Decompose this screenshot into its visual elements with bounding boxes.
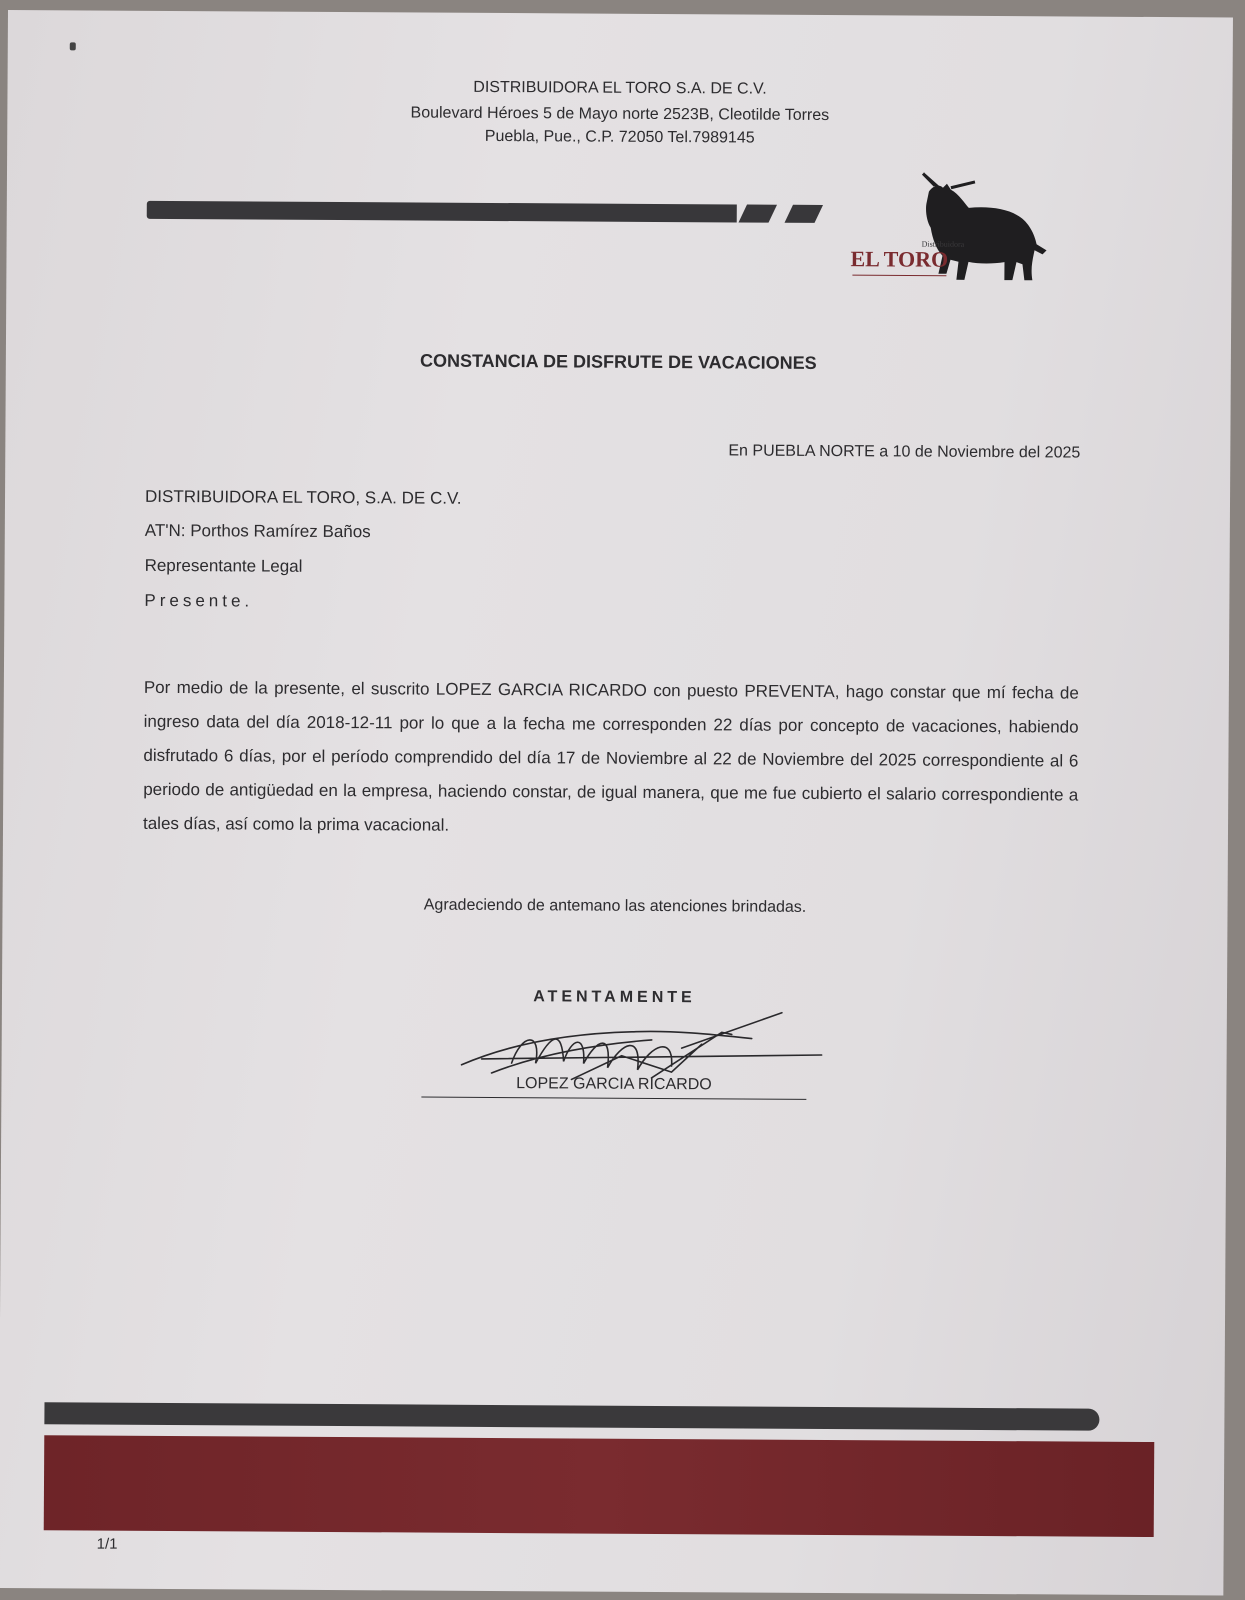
header-address-line2: Puebla, Pue., C.P. 72050 Tel.7989145	[484, 127, 755, 147]
page-number: 1/1	[96, 1535, 118, 1553]
header-company: DISTRIBUIDORA EL TORO S.A. DE C.V.	[473, 78, 767, 98]
recipient-attn: AT'N: Porthos Ramírez Baños	[144, 520, 371, 542]
footer-bar	[44, 1402, 1099, 1430]
logo-small-text: Distribuidora	[921, 239, 965, 249]
document-title: CONSTANCIA DE DISFRUTE DE VACACIONES	[419, 350, 817, 373]
header-bar-stripe	[739, 205, 778, 223]
header-bar	[147, 201, 737, 223]
recipient-presente: Presente.	[144, 590, 254, 611]
closing-line: Agradeciendo de antemano las atenciones brindadas.	[423, 896, 807, 916]
recipient-role: Representante Legal	[144, 555, 303, 576]
body-paragraph: Por medio de la presente, el suscrito LOPEZ GARCIA RICARDO con puesto PREVENTA, hago constar que mí fecha de ingreso data del día 2018-12-11 por lo que a la fecha me corresponden 22 días por concepto de vacaciones, habiendo disfrutado 6 días, por el período comprendido del día 17 de Noviembre al 22 de Noviembre del 2025 correspondiente al 6 periodo de antigüedad en la empresa, haciendo constar, de igual manera, que me fue cubierto el salario correspondiente a tales días, así como la prima vacacional.	[142, 677, 1079, 835]
ink-mark	[70, 42, 76, 50]
logo-main-text: EL TORO	[850, 246, 949, 272]
header-address-line1: Boulevard Héroes 5 de Mayo norte 2523B, Cleotilde Torres	[410, 104, 830, 125]
document-page	[0, 10, 1233, 1595]
signer-name: LOPEZ GARCIA RICARDO	[516, 1075, 712, 1094]
date-line: En PUEBLA NORTE a 10 de Noviembre del 2025	[728, 442, 1081, 462]
atentamente-label: ATENTAMENTE	[533, 988, 696, 1007]
bull-logo	[846, 163, 1057, 284]
recipient-company: DISTRIBUIDORA EL TORO, S.A. DE C.V.	[144, 486, 462, 508]
footer-red-band	[44, 1435, 1155, 1537]
header-bar-stripe	[785, 205, 824, 223]
signature-line	[421, 1097, 806, 1100]
